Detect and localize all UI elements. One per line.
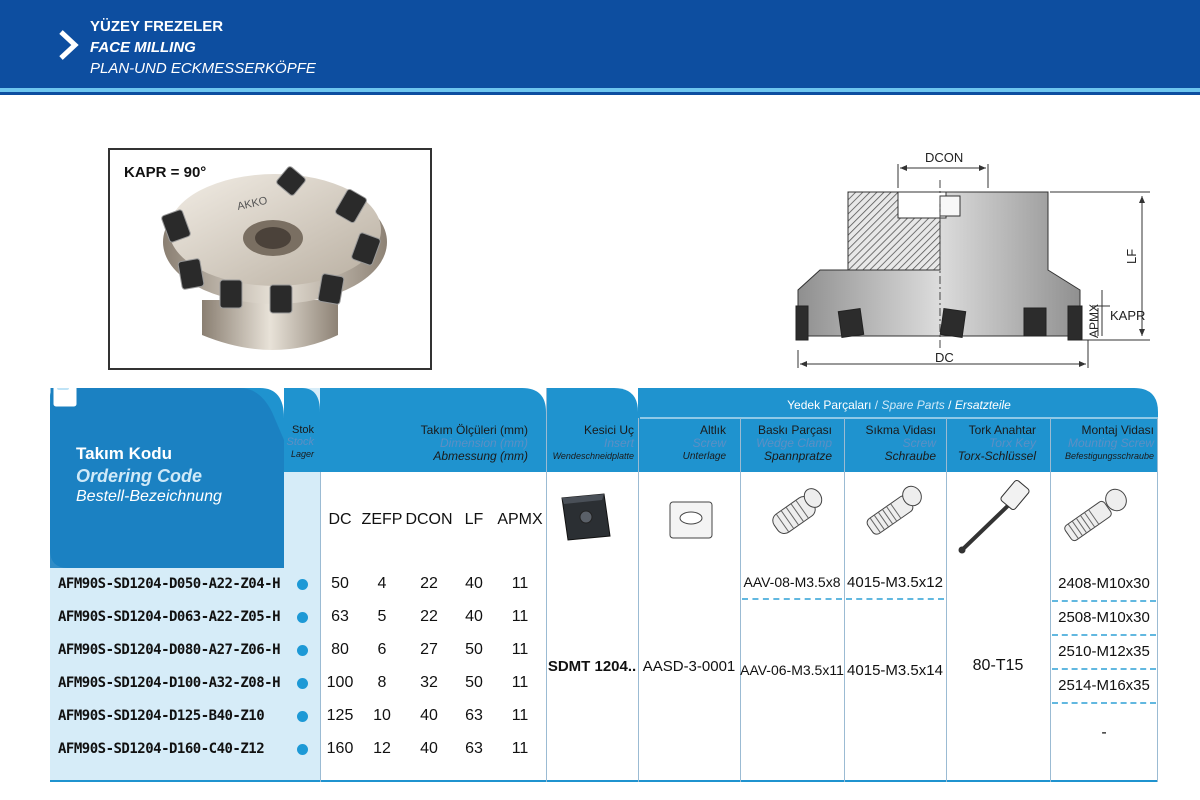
col-header-apmx: APMX (497, 511, 543, 528)
header-title-tr: YÜZEY FREZELER (90, 18, 224, 35)
spare-col-shim-de: Unterlage (682, 451, 726, 462)
brand-engraving: AKKO (236, 194, 269, 213)
wedge-clamp-icon (770, 485, 826, 536)
cell-lf: 63 (465, 707, 483, 724)
cell-dc: 100 (326, 674, 354, 691)
table-row-code: AFM90S-SD1204-D050-A22-Z04-H (58, 576, 281, 592)
spare-col-screw-de: Schraube (884, 449, 936, 463)
chevron-right-icon (58, 30, 80, 60)
header-title-en: FACE MILLING (90, 39, 196, 56)
cell-dc: 125 (326, 707, 354, 724)
cell-apmx: 11 (511, 641, 529, 658)
col-header-dc: DC (328, 511, 352, 528)
wedge-value-2: AAV-06-M3.5x11 (740, 662, 844, 678)
wedge-value-1: AAV-08-M3.5x8 (743, 574, 841, 590)
dimension-header (350, 424, 528, 463)
stock-indicator (284, 700, 320, 732)
ordering-code-tr: Takım Kodu (76, 444, 173, 463)
table-row-code: AFM90S-SD1204-D100-A32-Z08-H (58, 675, 281, 691)
spare-col-wedge-tr: Baskı Parçası (757, 423, 832, 437)
cell-zefp: 6 (377, 641, 387, 658)
table-row-code: AFM90S-SD1204-D080-A27-Z06-H (58, 642, 281, 658)
col-header-lf: LF (464, 511, 484, 528)
spare-col-screw-en: Screw (902, 436, 936, 450)
cell-lf: 50 (465, 674, 483, 691)
product-photo-box (108, 148, 432, 370)
cell-apmx: 11 (511, 707, 529, 724)
spare-col-shim-tr: Altlık (699, 423, 726, 437)
stock-dot-icon (297, 645, 308, 656)
face-mill-photo (110, 150, 430, 368)
cell-lf: 40 (465, 608, 483, 625)
header-divider (0, 92, 1200, 95)
product-table (50, 388, 1158, 782)
table-row-code: AFM90S-SD1204-D160-C40-Z12 (58, 741, 265, 757)
cell-dc: 80 (331, 641, 349, 658)
cell-zefp: 12 (373, 740, 391, 757)
torx-key-icon (959, 479, 1030, 553)
spare-col-shim-en: Screw (692, 436, 726, 450)
stock-dot-icon (297, 579, 308, 590)
cell-lf: 63 (465, 740, 483, 757)
stock-dot-icon (297, 711, 308, 722)
stock-header (284, 424, 314, 460)
mount-value: 2408-M10x30 (1058, 574, 1150, 592)
cell-dcon: 22 (420, 575, 438, 592)
table-row-code: AFM90S-SD1204-D125-B40-Z10 (58, 708, 265, 724)
cell-apmx: 11 (511, 740, 529, 757)
col-header-zefp: ZEFP (361, 511, 403, 528)
cell-apmx: 11 (511, 575, 529, 592)
spare-parts-tr: Yedek Parçaları (787, 398, 872, 412)
insert-icon (562, 494, 610, 540)
ordering-code-en: Ordering Code (76, 466, 203, 486)
cell-apmx: 11 (511, 674, 529, 691)
part-images-row (50, 472, 1158, 568)
stock-dot-icon (297, 612, 308, 623)
cell-lf: 40 (465, 575, 483, 592)
cell-zefp: 4 (377, 575, 387, 592)
mount-value: 2514-M16x35 (1058, 676, 1150, 694)
mount-value-none: - (1101, 724, 1107, 741)
mounting-screw-icon (1063, 485, 1130, 542)
stock-indicator (284, 601, 320, 633)
dimension-tr: Takım Ölçüleri (mm) (420, 423, 528, 437)
header-title-de: PLAN-UND ECKMESSERKÖPFE (90, 60, 316, 77)
spare-col-torx-de: Torx-Schlüssel (957, 449, 1036, 463)
mount-value: 2508-M10x30 (1058, 608, 1150, 626)
spare-col-torx-tr: Tork Anahtar (968, 423, 1036, 437)
stock-de: Lager (290, 449, 314, 459)
col-header-dcon: DCON (405, 511, 453, 528)
insert-en: Insert (603, 436, 634, 450)
stock-indicator (284, 733, 320, 765)
stock-indicator (284, 634, 320, 666)
screw-value-1: 4015-M3.5x12 (847, 573, 943, 591)
cell-dcon: 22 (420, 608, 438, 625)
dim-kapr-label: KAPR (1110, 308, 1146, 323)
spare-col-screw-tr: Sıkma Vidası (865, 423, 936, 437)
kapr-label: KAPR = 90° (124, 164, 207, 181)
insert-header (548, 424, 634, 463)
shim-value: AASD-3-0001 (642, 657, 736, 675)
cell-dcon: 40 (420, 740, 438, 757)
stock-dot-icon (297, 744, 308, 755)
cell-dc: 50 (331, 575, 349, 592)
spare-col-wedge-de: Spannpratze (763, 449, 832, 463)
cell-dc: 63 (331, 608, 349, 625)
table-row-code: AFM90S-SD1204-D063-A22-Z05-H (58, 609, 281, 625)
spare-parts-header: Yedek Parçaları / Spare Parts / Ersatzteile (787, 398, 1011, 412)
screw-value-2: 4015-M3.5x14 (847, 661, 943, 679)
technical-drawing (780, 140, 1160, 380)
stock-dot-icon (297, 678, 308, 689)
cell-zefp: 5 (377, 608, 387, 625)
spare-col-shim-header (640, 424, 726, 463)
dim-dcon-label: DCON (925, 150, 964, 165)
spare-col-mount-en: Mounting Screw (1067, 436, 1154, 450)
dimension-en: Dimension (mm) (439, 436, 528, 450)
spare-col-mount-header (1050, 424, 1154, 463)
stock-indicator (284, 667, 320, 699)
insert-de: Wendeschneidplatte (552, 451, 634, 461)
cell-lf: 50 (465, 641, 483, 658)
ordering-code-de: Bestell-Bezeichnung (76, 488, 222, 505)
spare-col-wedge-en: Wedge Clamp (756, 436, 832, 450)
dim-apmx-label: APMX (1087, 303, 1101, 338)
stock-tr: Stok (291, 424, 314, 436)
cell-dc: 160 (326, 740, 354, 757)
dim-lf-label: LF (1124, 248, 1139, 264)
mount-value: 2510-M12x35 (1058, 642, 1150, 660)
spare-parts-de: Ersatzteile (954, 398, 1011, 412)
cell-dcon: 27 (420, 641, 438, 658)
spare-col-torx-header (948, 424, 1036, 463)
spare-col-mount-de: Befestigungsschraube (1064, 451, 1154, 461)
cell-dcon: 32 (420, 674, 438, 691)
cell-dcon: 40 (420, 707, 438, 724)
screw-icon (865, 483, 925, 536)
cell-zefp: 10 (373, 707, 391, 724)
dim-dc-label: DC (935, 350, 954, 365)
insert-value: SDMT 1204.. (547, 657, 637, 675)
stock-indicator (284, 568, 320, 600)
cell-apmx: 11 (511, 608, 529, 625)
shim-icon (670, 502, 712, 538)
cell-zefp: 8 (377, 674, 387, 691)
spare-col-torx-en: Torx Key (989, 436, 1036, 450)
stock-en: Stock (286, 436, 314, 448)
dimension-de: Abmessung (mm) (433, 449, 528, 463)
torx-value: 80-T15 (972, 657, 1024, 674)
spare-col-screw-header (846, 424, 936, 463)
spare-parts-en: Spare Parts (881, 398, 945, 412)
spare-col-wedge-header (742, 424, 832, 463)
insert-tr: Kesici Uç (583, 423, 634, 437)
spare-col-mount-tr: Montaj Vidası (1081, 423, 1154, 437)
